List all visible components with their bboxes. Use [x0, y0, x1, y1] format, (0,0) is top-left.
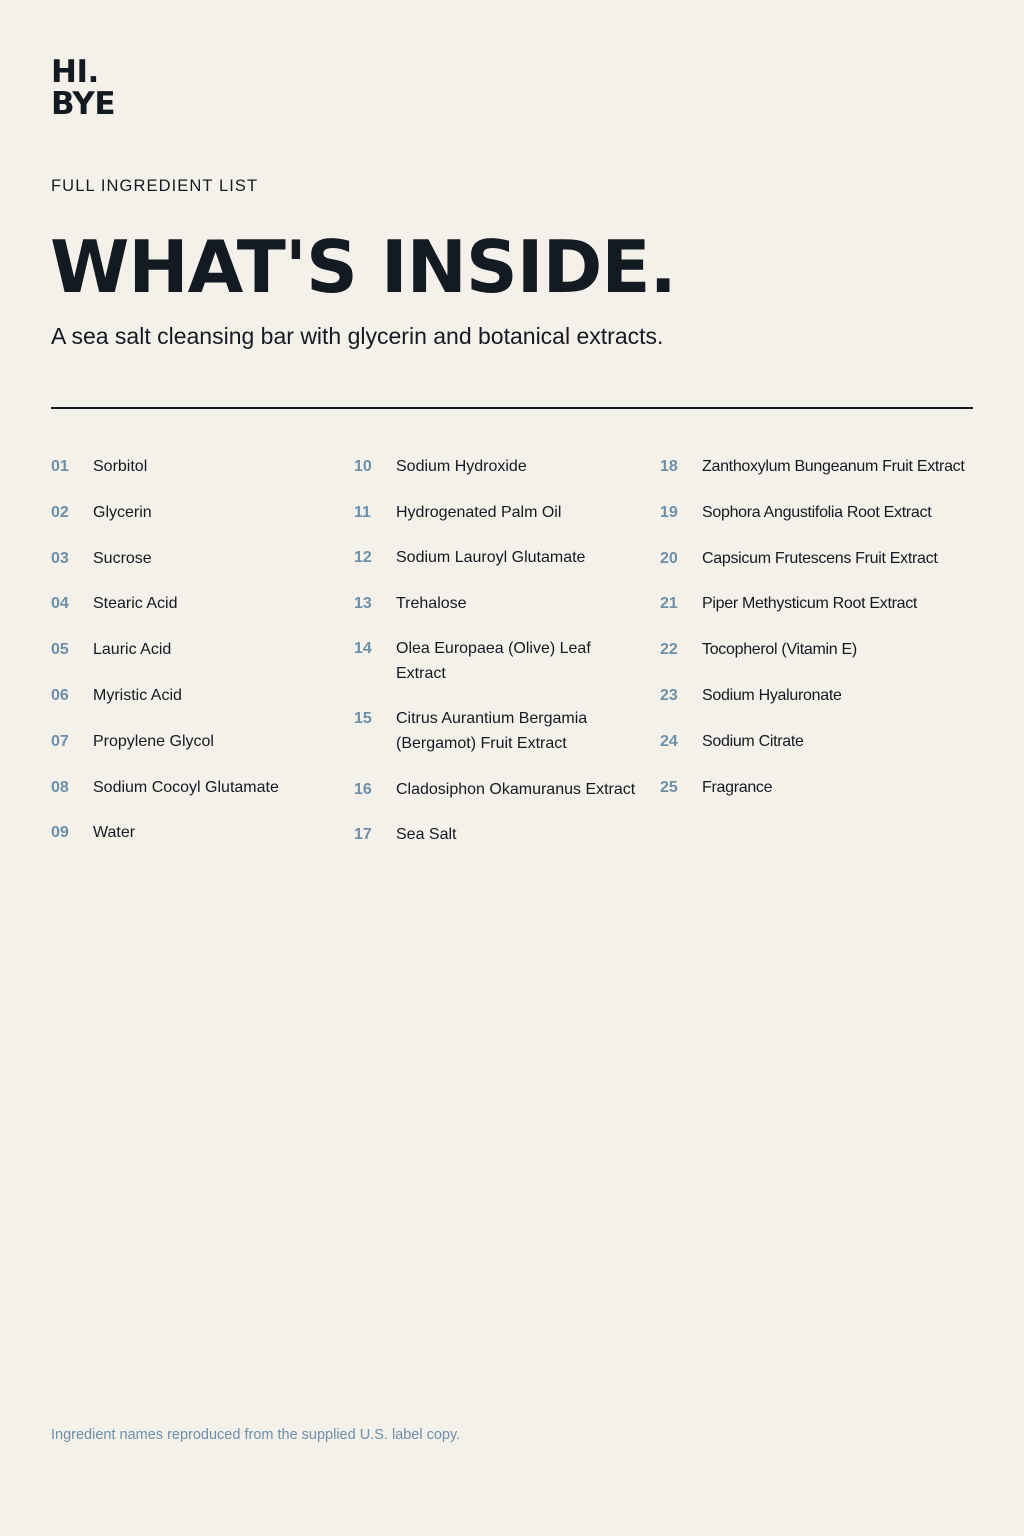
- page-subtitle: A sea salt cleansing bar with glycerin and botanical extracts.: [51, 323, 664, 349]
- ingredient-name: Sodium Citrate: [702, 732, 804, 750]
- ingredient-name: Cladosiphon Okamuranus Extract: [396, 780, 636, 798]
- ingredient-number: 03: [51, 549, 69, 567]
- ingredient-name: Water: [93, 824, 136, 842]
- ingredient-name: Myristic Acid: [93, 686, 182, 704]
- brand-logo: [51, 56, 115, 120]
- ingredient-number: 20: [660, 549, 678, 567]
- ingredient-item: [660, 684, 980, 709]
- ingredient-number: 04: [51, 595, 69, 613]
- ingredient-name: Sodium Lauroyl Glutamate: [396, 549, 586, 567]
- ingredient-item: [51, 821, 331, 846]
- ingredient-number: 24: [660, 732, 678, 750]
- divider: [51, 407, 973, 409]
- ingredient-item: [660, 730, 980, 755]
- ingredient-name: Zanthoxylum Bungeanum Fruit Extract: [702, 458, 965, 475]
- ingredient-number: 07: [51, 732, 69, 750]
- ingredient-item: [51, 684, 331, 709]
- ingredient-item: [660, 455, 980, 480]
- ingredient-number: 21: [660, 595, 678, 613]
- ingredient-name: Citrus Aurantium Bergamia (Bergamot) Fruit Extract: [396, 710, 588, 752]
- ingredient-item: [660, 547, 980, 572]
- ingredient-name: Sodium Hyaluronate: [702, 686, 842, 704]
- ingredient-name: Olea Europaea (Olive) Leaf Extract: [396, 640, 591, 682]
- ingredient-name: Sophora Angustifolia Root Extract: [702, 503, 932, 521]
- ingredient-column-3: [660, 455, 980, 821]
- ingredient-number: 16: [354, 780, 372, 798]
- ingredient-name: Sorbitol: [93, 458, 148, 475]
- ingredient-number: 23: [660, 686, 678, 704]
- logo-line-1: HI.: [51, 54, 99, 90]
- eyebrow-label: FULL INGREDIENT LIST: [51, 177, 259, 195]
- ingredient-number: 15: [354, 710, 372, 728]
- ingredient-name: Tocopherol (Vitamin E): [702, 641, 857, 659]
- ingredient-number: 12: [354, 549, 372, 567]
- ingredient-item: [354, 455, 644, 480]
- ingredient-item: [354, 778, 644, 803]
- ingredient-number: 13: [354, 594, 372, 612]
- ingredient-item: [660, 501, 980, 526]
- ingredient-name: Glycerin: [93, 503, 152, 521]
- ingredient-name: Piper Methysticum Root Extract: [702, 595, 918, 613]
- ingredient-item: [51, 547, 331, 572]
- ingredient-item: [660, 592, 980, 617]
- ingredient-number: 05: [51, 641, 69, 659]
- ingredient-name: Sodium Cocoyl Glutamate: [93, 778, 279, 796]
- ingredient-number: 08: [51, 778, 69, 796]
- ingredient-item: [354, 707, 644, 756]
- ingredient-item: [354, 637, 644, 686]
- logo-line-2: BYE: [51, 86, 116, 122]
- ingredient-name: Trehalose: [396, 594, 467, 612]
- ingredient-item: [51, 776, 331, 801]
- ingredient-item: [51, 455, 331, 480]
- ingredient-number: 18: [660, 458, 678, 475]
- ingredient-item: [354, 546, 644, 571]
- ingredient-name: Capsicum Frutescens Fruit Extract: [702, 549, 938, 567]
- ingredient-number: 25: [660, 778, 678, 796]
- ingredient-item: [354, 501, 644, 526]
- ingredient-number: 17: [354, 826, 372, 844]
- footer-note: Ingredient names reproduced from the supplied U.S. label copy.: [51, 1427, 461, 1443]
- ingredient-number: 10: [354, 458, 372, 475]
- ingredient-item: [660, 638, 980, 663]
- ingredient-item: [354, 823, 644, 848]
- ingredient-number: 14: [354, 640, 372, 658]
- ingredient-number: 22: [660, 641, 678, 659]
- ingredient-name: Sodium Hydroxide: [396, 458, 527, 475]
- ingredient-item: [51, 730, 331, 755]
- ingredient-item: [354, 592, 644, 617]
- ingredient-name: Stearic Acid: [93, 595, 178, 613]
- ingredient-name: Hydrogenated Palm Oil: [396, 503, 562, 521]
- ingredient-name: Propylene Glycol: [93, 732, 214, 750]
- ingredient-number: 11: [354, 503, 371, 521]
- ingredient-name: Sea Salt: [396, 826, 457, 844]
- ingredient-number: 09: [51, 824, 69, 842]
- ingredient-item: [51, 592, 331, 617]
- ingredient-number: 01: [51, 458, 69, 475]
- ingredient-name: Fragrance: [702, 778, 773, 796]
- page-title: WHAT'S INSIDE.: [50, 225, 676, 309]
- ingredient-item: [51, 638, 331, 663]
- ingredient-number: 06: [51, 686, 69, 704]
- ingredient-column-2: [354, 455, 644, 869]
- ingredient-name: Sucrose: [93, 549, 152, 567]
- ingredient-name: Lauric Acid: [93, 641, 172, 659]
- ingredient-item: [660, 776, 980, 801]
- ingredient-item: [51, 501, 331, 526]
- ingredient-number: 19: [660, 503, 678, 521]
- ingredient-number: 02: [51, 503, 69, 521]
- ingredient-column-1: [51, 455, 331, 867]
